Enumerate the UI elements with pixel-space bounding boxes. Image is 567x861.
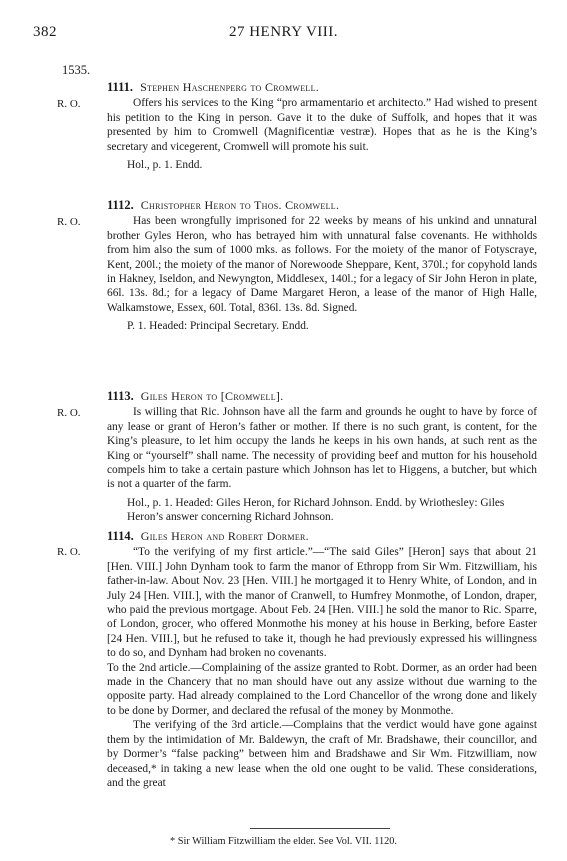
page-number: 382 — [33, 24, 57, 40]
entry-heading — [107, 198, 537, 212]
running-title: 27 HENRY VIII. — [228, 24, 339, 40]
entry-meta: P. 1. Headed: Principal Secretary. Endd. — [127, 320, 309, 333]
year-label: 1535. — [62, 63, 91, 77]
entry-1114 — [107, 529, 537, 790]
entry-heading — [107, 80, 537, 94]
entry-paragraph: Offers his services to the King “pro armamentario et architecto.” Had wished to present his petition to the King in person. Gave it to the duke of Suffolk, and hopes that it was presented by him to Cromwell (Magnificentiæ vestræ). Hopes that as he is the King’s secretary and vicegerent, Cromwell will promote his suit. — [107, 97, 537, 153]
entry-paragraph: The verifying of the 3rd article.—Complains that the verdict would have gone against them by the intimidation of Mr. Baldewyn, the craft of Mr. Bradshawe, their councillor, and by Dormer’s “false packing” between him and Bradshawe and Sir Wm. Fitzwilliam, now deceased,* in taking a new lease when the old one ought to be valid. These considerations, and the great — [107, 719, 537, 789]
footnote-divider — [250, 828, 390, 829]
entry-title: Christopher Heron to Thos. Cromwell. — [140, 198, 340, 212]
entry-1112 — [107, 198, 537, 334]
entry-paragraph: Has been wrongfully imprisoned for 22 weeks by means of his unkind and unnatural brother Gyles Heron, who has betrayed him with unnatural false covenants. He withholds from him also the sum of 1000 mks. as follows. For the moiety of the manor of Fotyscraye, Kent, 200l.; the moiety of the manor of Norewoode Sheppare, Kent, 370l.; for copyhold lands in Hakney, Iseldon, and Newyngton, Middlesex, 140l.; for a legacy of Sir John Heron in plate, 66l. 13s. 8d.; for a legacy of Dame Margaret Heron, a lease of the manor of High Halle, Walkamstowe, Essex, 60l. Total, 836l. 13s. 8d. Signed. — [107, 215, 537, 314]
entry-meta: Hol., p. 1. Endd. — [127, 159, 203, 172]
entry-number: 1114. — [107, 529, 134, 543]
entry-1111 — [107, 80, 537, 172]
entry-meta: Hol., p. 1. Headed: Giles Heron, for Richard Johnson. Endd. by Wriothesley: Giles Heron’s answer concerning Richard Johnson. — [127, 496, 505, 524]
source-label: R. O. — [57, 407, 81, 419]
entry-title: Giles Heron to [Cromwell]. — [140, 389, 284, 403]
source-label: R. O. — [57, 98, 81, 110]
footnote: * Sir William Fitzwilliam the elder. See Vol. VII. 1120. — [170, 836, 397, 847]
entry-paragraph: To the 2nd article.—Complaining of the assize granted to Robt. Dormer, as an order had been made in the Chancery that no man should have out any assize without due warning to the opposite party. Had already complained to the Lord Chancellor of the wrong done and likely to be done by Dormer, and declared the refusal of the money by Monmothe. — [107, 661, 537, 717]
entry-number: 1111. — [107, 80, 134, 94]
entry-number: 1113. — [107, 389, 134, 403]
source-label: R. O. — [57, 546, 81, 558]
entry-paragraph: Is willing that Ric. Johnson have all the farm and grounds he ought to have by force of any lease or grant of Heron’s father or mother. If there is no such grant, is content, for the King’s pleasure, to let him occupy the lands he keeps in his own hands, at such rent as the King or “yourself” shall name. The necessity of providing beef and mutton for his household compels him to take a certain pasture which Johnson has let to Higgens, a butcher, but which is not a quarter of the farm. — [107, 406, 537, 491]
entry-title: Stephen Haschenperg to Cromwell. — [140, 80, 320, 94]
entry-number: 1112. — [107, 198, 134, 212]
entry-heading — [107, 529, 537, 543]
entry-heading — [107, 389, 537, 403]
source-label: R. O. — [57, 216, 81, 228]
entry-title: Giles Heron and Robert Dormer. — [140, 529, 309, 543]
entry-paragraph: “To the verifying of my first article.”—“The said Giles” [Heron] says that about 21 [Hen. VIII.] John Dynham took to farm the manor of Ethropp from Sir Wm. Fitzwilliam, his father-in-law. About Nov. 23 [Hen. VIII.] he mortgaged it to Henry White, of London, and in July 24 [Hen. VIII.], with the manor of Cranwell, to Humfrey Monmothe, of London, draper, who paid the previous mortgage. About Feb. 24 [Hen. VIII.] he sold the manor to Ric. Sparre, of London, grocer, who offered Monmothe his money at his house in Berking, before Easter [24 Hen. VIII.], but he refused to take it, though he had previously expressed his willingness to do so, and Dynham had broken no covenants. — [107, 546, 537, 660]
entry-1113 — [107, 389, 537, 525]
